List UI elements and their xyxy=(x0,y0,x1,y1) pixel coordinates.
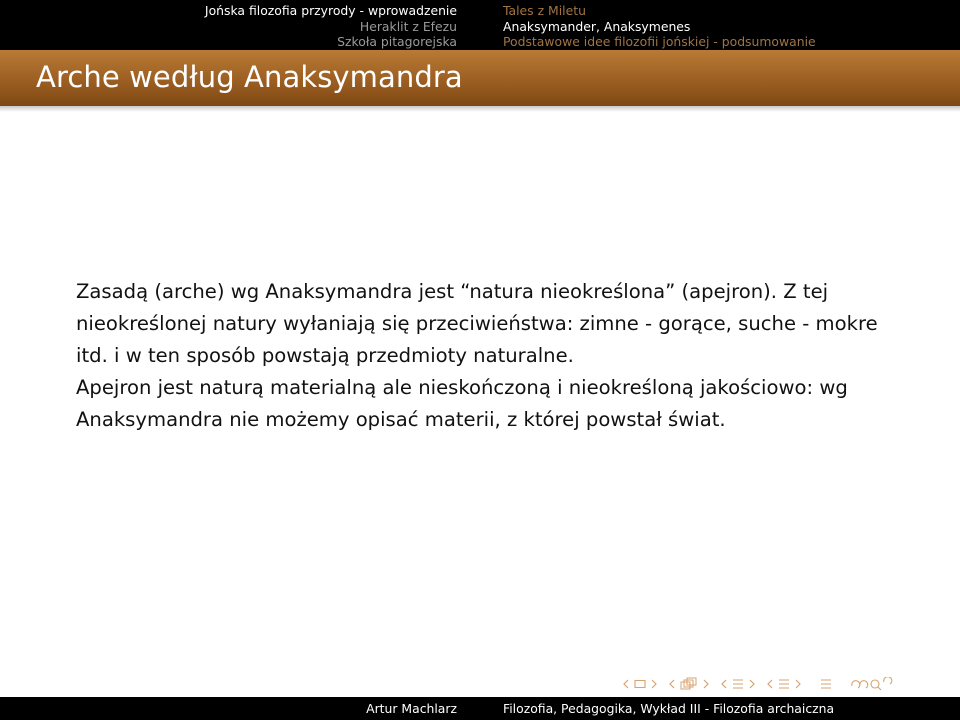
navigation-symbols xyxy=(622,675,894,693)
presentation-back-icon[interactable] xyxy=(766,676,774,692)
align-icon[interactable] xyxy=(820,676,832,692)
section-back-icon[interactable] xyxy=(720,676,728,692)
presentation-forward-icon[interactable] xyxy=(794,676,802,692)
frame-icon[interactable] xyxy=(634,676,646,692)
subsection-forward-icon[interactable] xyxy=(702,676,710,692)
subsection-icon[interactable] xyxy=(680,676,698,692)
nav-subsection-tales[interactable]: Tales z Miletu xyxy=(503,3,586,18)
footline-bar xyxy=(0,697,960,720)
footline-title: Filozofia, Pedagogika, Wykład III - Filozofia archaiczna xyxy=(503,701,835,716)
arrow-right-icon[interactable] xyxy=(650,676,658,692)
frame-title: Arche według Anaksymandra xyxy=(36,60,463,94)
section-nav xyxy=(0,0,480,50)
nav-section-heraklit[interactable]: Heraklit z Efezu xyxy=(359,18,457,34)
paragraph-apejron: Apejron jest naturą materialną ale nieskończoną i nieokreśloną jakościowo: wg Anaksymandra nie możemy opisać materii, z której powstał świat. xyxy=(76,376,848,431)
headline-bar xyxy=(0,0,960,50)
section-icon[interactable] xyxy=(732,676,744,692)
subsection-back-icon[interactable] xyxy=(668,676,676,692)
nav-subsection-anaksymander[interactable]: Anaksymander, Anaksymenes xyxy=(503,18,691,34)
frame-content xyxy=(76,276,906,436)
frame-title-shadow xyxy=(0,106,960,112)
nav-section-pitagorejska[interactable]: Szkoła pitagorejska xyxy=(337,34,457,49)
subsection-nav xyxy=(480,0,960,50)
footline-author: Artur Machlarz xyxy=(366,701,457,716)
nav-section-jonska-filozofia[interactable]: Jońska filozofia przyrody - wprowadzenie xyxy=(204,3,457,18)
nav-subsection-podsumowanie[interactable]: Podstawowe idee filozofii jońskiej - podsumowanie xyxy=(503,34,816,49)
paragraph-arche: Zasadą (arche) wg Anaksymandra jest “natura nieokreślona” (apejron). Z tej nieokreślonej natury wyłaniają się przeciwieństwa: zimne - gorące, suche - mokre itd. i w ten sposób powstają przedmioty naturalne. xyxy=(76,280,878,367)
presentation-icon[interactable] xyxy=(778,676,790,692)
search-icon[interactable] xyxy=(850,676,894,692)
section-forward-icon[interactable] xyxy=(748,676,756,692)
frame-title-bar xyxy=(0,50,960,106)
arrow-left-icon[interactable] xyxy=(622,676,630,692)
